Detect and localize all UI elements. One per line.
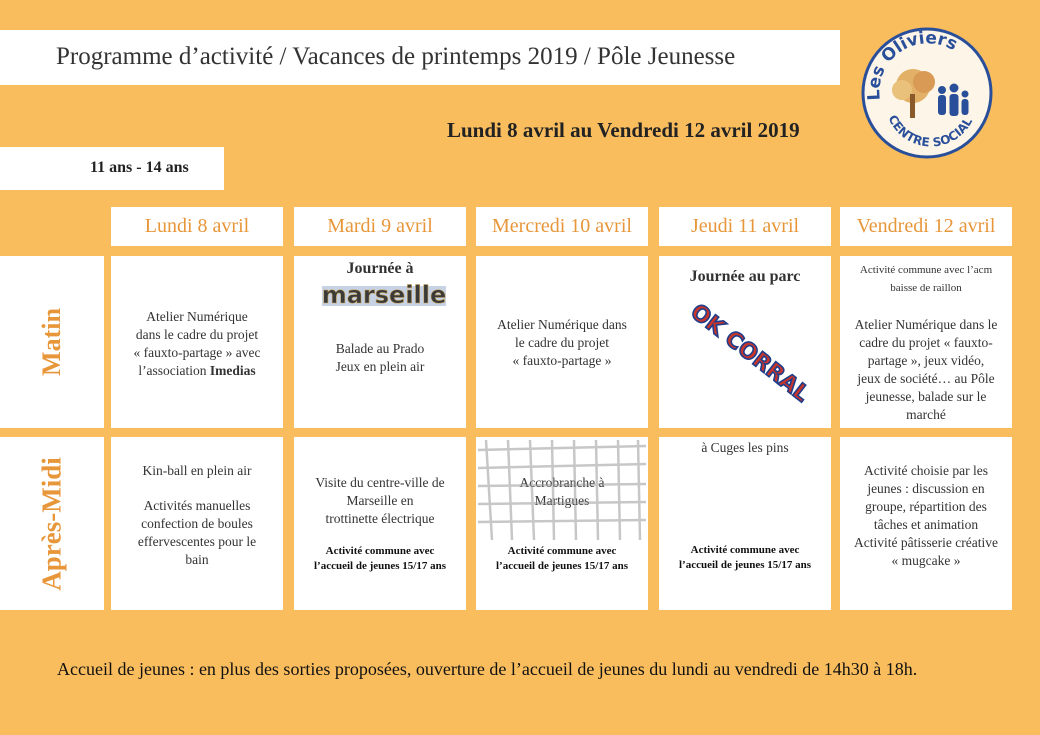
day-header-vendredi: Vendredi 12 avril [840, 207, 1012, 246]
marseille-logo [322, 280, 446, 308]
page-title: Programme d’activité / Vacances de printemps 2019 / Pôle Jeunesse [56, 43, 736, 70]
cell-afternoon-vendredi: Activité choisie par les jeunes : discussion en groupe, répartition des tâches et animation Activité pâtisserie créative « mugcake » [840, 437, 1012, 610]
period-label-matin: Matin [0, 256, 104, 428]
svg-text:marseille: marseille [322, 281, 446, 308]
jeudi-title: Journée au parc [689, 268, 801, 285]
cell-afternoon-mercredi: Accrobranche à Martigues Activité commune avec l’accueil de jeunes 15/17 ans [476, 437, 648, 610]
mardi-title: Journée à [346, 260, 414, 277]
day-header-lundi: Lundi 8 avril [111, 207, 283, 246]
cell-afternoon-mardi: Visite du centre-ville de Marseille en trottinette électrique Activité commune avec l’accueil de jeunes 15/17 ans [294, 437, 466, 610]
date-range: Lundi 8 avril au Vendredi 12 avril 2019 [447, 118, 800, 142]
age-group: 11 ans - 14 ans [90, 159, 189, 176]
period-label-apres-midi: Après-Midi [0, 437, 104, 610]
age-group-box [0, 147, 224, 190]
day-header-jeudi: Jeudi 11 avril [659, 207, 831, 246]
cell-afternoon-lundi: Kin-ball en plein air Activités manuelles confection de boules effervescentes pour le bain [111, 437, 283, 610]
ok-corral-logo [680, 298, 820, 408]
svg-text:CENTRE SOCIAL: CENTRE SOCIAL [885, 112, 976, 150]
day-header-mardi: Mardi 9 avril [294, 207, 466, 246]
cell-morning-lundi: Atelier Numérique dans le cadre du projet « fauxto-partage » avec l’association Imedias [111, 256, 283, 428]
svg-text:Les Oliviers: Les Oliviers [864, 28, 961, 101]
cell-morning-mardi: Journée à Balade au Prado Jeux en plein air [294, 256, 466, 428]
svg-text:OK CORRAL: OK CORRAL [685, 299, 814, 408]
title-bar [0, 30, 840, 85]
accrobranche-net-image [478, 440, 646, 540]
footer-note: Accueil de jeunes : en plus des sorties proposées, ouverture de l’accueil de jeunes du lundi au vendredi de 14h30 à 18h. [57, 659, 918, 679]
cell-morning-mercredi: Atelier Numérique dans le cadre du projet « fauxto-partage » [476, 256, 648, 428]
cell-morning-vendredi: Activité commune avec l’acm baisse de raillon Atelier Numérique dans le cadre du projet « fauxto- partage », jeux vidéo, jeux de société… au Pôle jeunesse, balade sur le marché [840, 256, 1012, 428]
cell-afternoon-jeudi: à Cuges les pins Activité commune avec l’accueil de jeunes 15/17 ans [659, 437, 831, 610]
day-header-mercredi: Mercredi 10 avril [476, 207, 648, 246]
les-oliviers-logo [858, 24, 996, 162]
